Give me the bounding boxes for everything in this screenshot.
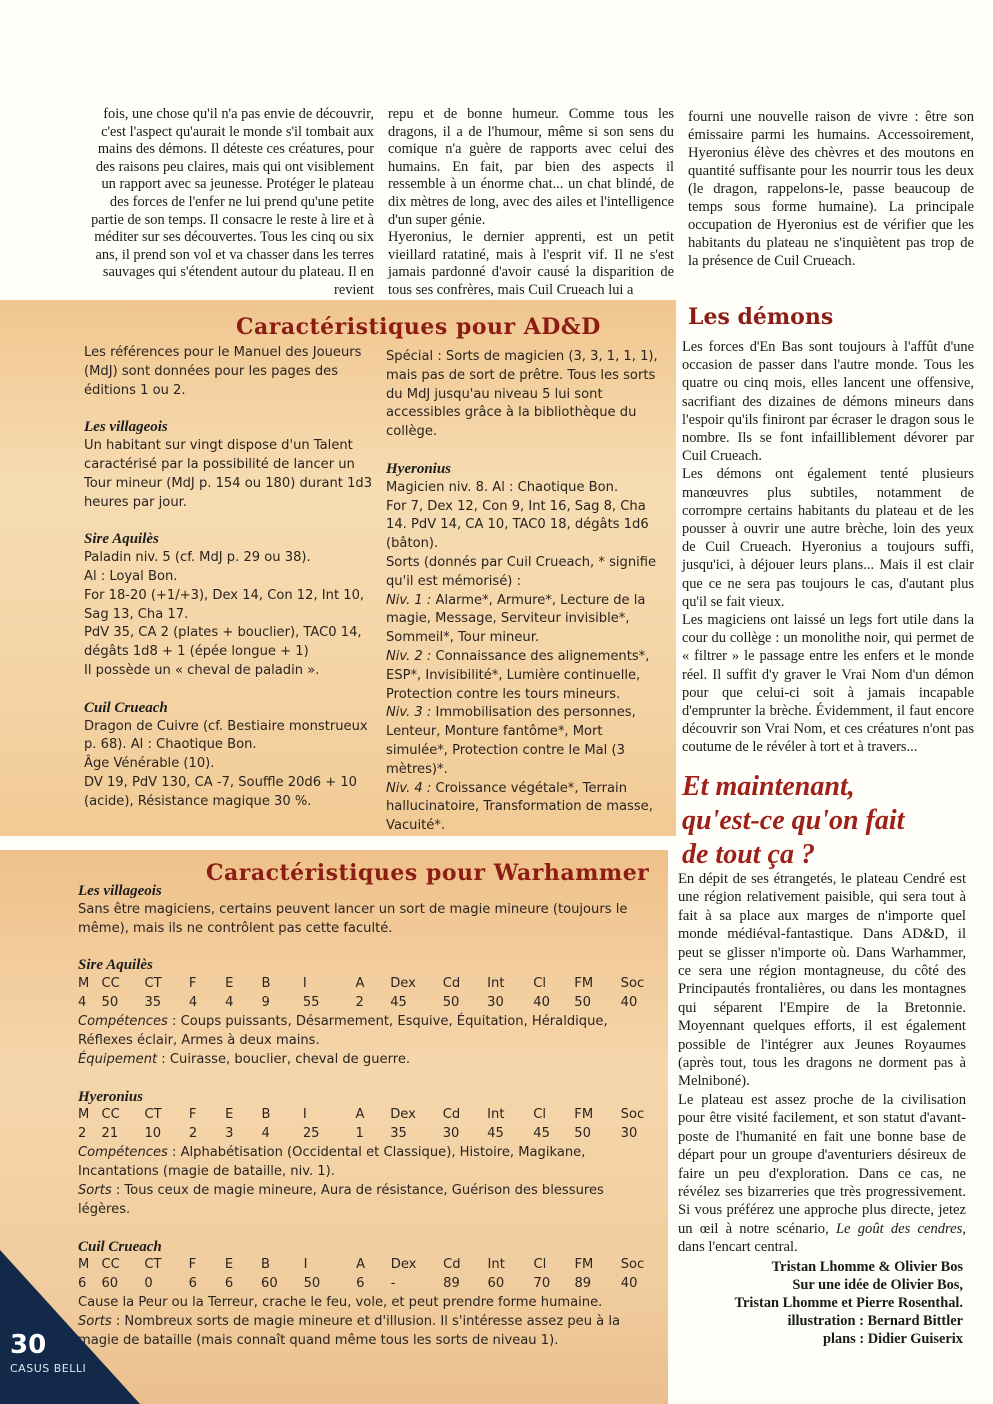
stat-value-cell: 25 [302, 1126, 320, 1142]
villageois-text: Sans être magiciens, certains peuvent lancer un sort de magie mineure (toujours le même), mais ils ne contrôlent pas cette faculté. [78, 901, 628, 936]
page-number: 30 [10, 1330, 47, 1360]
stat-header-row [78, 1106, 658, 1125]
text: Le plateau est assez proche de la civilisation pour être visité facilement, et son statut d'avant-poste de l'humanité en fait une bonne base de départ pour un groupe d'aventuriers désireux de faire un peu d'exploration. Dans ce cas, ne révélez ses bizarreries que très progressivement. Si vous préférez une approche plus directe, jetez un œil à notre scénario, [678, 1091, 966, 1237]
cuil-text: Cause la Peur ou la Terreur, crache le feu, vole, et peut prendre forme humaine. [78, 1295, 603, 1311]
spells-label: Sorts [78, 1182, 112, 1198]
stat-header-cell: F [188, 1107, 197, 1123]
intro: Les références pour le Manuel des Joueurs (MdJ) sont données pour les pages des éditions 1 ou 2. [84, 345, 362, 398]
paragraph: Les magiciens ont laissé un legs fort utile dans la cour du collège : un monolithe noir, qui permet de « filtrer » le passage entre les enfers et le monde réel. Il suffit d'y graver le Vrai Nom d'un démon pour que celui-ci soit à jamais incapable d'emprunter la brèche. Évidemment, il faut encore découvrir son Vrai Nom, et ces créatures n'ont pas coutume de le révéler à tort et à travers... [682, 612, 974, 756]
stat-line: Âge Vénérable (10). [84, 756, 215, 772]
stat-value-cell: 45 [390, 995, 407, 1011]
stat-value-cell: 2 [188, 1126, 198, 1142]
credit-line: Tristan Lhomme et Pierre Rosenthal. [734, 1295, 963, 1311]
warhammer-content [78, 882, 658, 1351]
stat-header-cell: F [188, 976, 197, 992]
stat-value-cell: 6 [224, 1276, 234, 1292]
stat-value-cell: 40 [620, 995, 638, 1011]
stat-header-cell: E [224, 1257, 234, 1273]
spell-list: Immobilisation des personnes, Lenteur, Monture fantôme*, Mort simulée*, Protection contre le Mal (3 mètres)*. [386, 705, 636, 777]
stat-value-cell: 2 [355, 995, 364, 1011]
stat-value-cell: 30 [442, 1126, 460, 1142]
stat-value-cell: 2 [78, 1126, 87, 1142]
stat-header-cell: M [78, 1107, 90, 1123]
stat-line: Al : Loyal Bon. [84, 568, 178, 584]
stat-value-cell: 40 [533, 995, 550, 1011]
stat-header-cell: Cd [443, 1257, 461, 1273]
section-title [682, 770, 972, 872]
magazine-name: CASUS BELLI [10, 1362, 87, 1375]
villageois-heading: Les villageois [84, 419, 168, 436]
stat-header-cell: CC [101, 1107, 120, 1123]
demons-text [682, 338, 974, 757]
stat-header-cell: E [225, 976, 234, 992]
stat-value-cell: 4 [188, 995, 198, 1011]
stat-value-cell: 6 [78, 1276, 87, 1292]
equipment-line [78, 1051, 658, 1070]
stat-line: DV 19, PdV 130, CA -7, Souffle 20d6 + 10 (acide), Résistance magique 30 %. [84, 774, 357, 809]
equipment-label: Équipement [78, 1051, 158, 1067]
paragraph: fois, une chose qu'il n'a pas envie de découvrir, c'est l'aspect qu'aurait le monde s'il tombait aux mains des démons. Il déteste ces créatures, pour des raisons peu claires, mais qui ont visiblement un rapport avec sa jeunesse. Protéger le plateau des forces de l'enfer ne lui prend qu'une petite partie de son temps. Il consacre le reste à lire et à méditer sur ses découvertes. Tous les cinq ou six ans, il prend son vol et va chasser dans les terres sauvages qui s'étendent autour du plateau. Il en revient [91, 106, 374, 298]
stat-header-cell: Soc [620, 1107, 645, 1123]
stat-header-cell: CT [144, 1107, 162, 1123]
stat-header-cell: FM [574, 1107, 594, 1123]
stat-table-cuil [78, 1256, 658, 1294]
stat-value-cell: 60 [101, 1276, 119, 1292]
add-left-column [84, 344, 374, 812]
stat-header-cell: Int [487, 1107, 505, 1123]
column-right-text [688, 108, 974, 270]
paragraph: fourni une nouvelle raison de vivre : être son émissaire parmi les humains. Accessoirement, Hyeronius élève des chèvres et des moutons en quantité suffisante pour les nourrir tous les deux (le dragon, rappelons-le, passe beaucoup de temps sous forme humaine). La principale occupation de Hyeronius est de vérifier que les habitants du plateau ne s'inquiètent pas trop de la présence de Cuil Crueach. [688, 109, 974, 269]
spells-text: : Tous ceux de magie mineure, Aura de résistance, Guérison des blessures légères. [78, 1182, 604, 1217]
spells-text: : Nombreux sorts de magie mineure et d'illusion. Il s'intéresse assez peu à la magie de bataille (mais connaît quand même tous les sorts de niveau 1). [78, 1314, 621, 1348]
stat-header-cell: CC [101, 976, 120, 992]
stat-value-cell: 4 [225, 995, 234, 1011]
stat-value-cell: 1 [355, 1126, 364, 1142]
stat-value-cell: 50 [574, 995, 591, 1011]
aquiles-heading: Sire Aquilès [78, 957, 153, 974]
scenario-title: Le goût des cendres [835, 1220, 963, 1237]
paragraph: Les forces d'En Bas sont toujours à l'affût d'une occasion de passer dans l'autre monde. Tous les quatre ou cinq mois, elles lancent une offensive, sacrifiant des dizaines de démons mineurs dans l'espoir qu'ils finiront par écraser le dragon sous le nombre. Ils se font infailliblement dévorer par Cuil Crueach. [682, 339, 974, 465]
stat-header-cell: I [302, 1107, 307, 1123]
spells-line [78, 1313, 658, 1351]
credit-line: illustration : Bernard Bittler [787, 1313, 963, 1329]
stat-header-row [78, 1256, 658, 1275]
stat-header-cell: A [355, 1107, 365, 1123]
stat-value-cell: 89 [443, 1276, 460, 1292]
title-line: Et maintenant, [682, 771, 855, 802]
footer-corner [0, 1250, 140, 1404]
spells-line [78, 1182, 658, 1220]
stat-value-cell: 70 [533, 1276, 551, 1292]
title-line: de tout ça ? [682, 839, 815, 870]
villageois-text: Un habitant sur vingt dispose d'un Talent caractérisé par la possibilité de lancer un Tour mineur (MdJ p. 154 ou 180) durant 1d3 heures par jour. [84, 438, 373, 510]
stat-header-cell: I [302, 976, 307, 992]
credit-line: Tristan Lhomme & Olivier Bos [771, 1259, 963, 1275]
stat-header-cell: Cd [442, 976, 461, 992]
paragraph: Les démons ont également tenté plusieurs manœuvres plus subtiles, notamment de corrompre certains habitants du plateau et de les pousser à ouvrir une autre brèche, loin des yeux de Cuil Crueach. Hyeronius a toujours suffi, jusqu'ici, à déjouer leurs plans... Mais il est clair que ce ne sera pas toujours le cas, d'autant plus qu'il se fait vieux. [682, 466, 974, 610]
stat-header-cell: Int [487, 1257, 505, 1273]
stat-value-cell: 50 [574, 1126, 591, 1142]
text: , dans l'encart central. [678, 1220, 966, 1256]
warhammer-box-title: Caractéristiques pour Warhammer [206, 860, 650, 886]
spell-level-label: Niv. 4 : [386, 780, 432, 796]
stat-header-cell: F [188, 1257, 197, 1273]
stat-value-cell: 40 [620, 1276, 638, 1292]
stat-header-cell: Cl [533, 976, 547, 992]
stat-value-cell: 45 [533, 1126, 550, 1142]
spell-level [386, 780, 668, 836]
stat-value-cell: 30 [487, 995, 504, 1011]
stat-header-cell: Dex [390, 976, 416, 992]
stat-header-cell: Cl [533, 1257, 547, 1273]
cuil-heading: Cuil Crueach [78, 1238, 162, 1255]
stat-line: For 18-20 (+1/+3), Dex 14, Con 12, Int 10, Sag 13, Cha 17. [84, 587, 365, 622]
aquiles-heading: Sire Aquilès [84, 531, 159, 548]
stat-table-hyero [78, 1106, 658, 1144]
spell-level [386, 704, 668, 779]
stat-header-cell: Dex [390, 1107, 416, 1123]
stat-value-row [78, 994, 658, 1013]
villageois-heading: Les villageois [78, 883, 162, 899]
stat-value-cell: 35 [390, 1126, 407, 1142]
stat-header-cell: Soc [620, 1257, 645, 1273]
stat-value-cell: - [390, 1276, 396, 1292]
spell-level-label: Niv. 1 : [386, 592, 432, 608]
spell-level [386, 592, 668, 648]
stat-header-cell: I [303, 1257, 308, 1273]
hyero-heading: Hyeronius [386, 460, 452, 477]
paragraph [678, 1091, 966, 1257]
stat-header-row [78, 975, 658, 994]
stat-table-aquiles [78, 975, 658, 1013]
stat-header-cell: E [225, 1107, 234, 1123]
cuil-heading: Cuil Crueach [84, 699, 168, 716]
demons-heading: Les démons [688, 304, 834, 330]
stat-header-cell: M [78, 976, 90, 992]
stat-header-cell: CT [144, 1257, 162, 1273]
spell-list: Alarme*, Armure*, Lecture de la magie, Message, Serviteur invisible*, Sommeil*, Tour mineur. [386, 592, 646, 646]
stat-line: Il possède un « cheval de paladin ». [84, 662, 320, 678]
stat-header-cell: FM [574, 976, 594, 992]
stat-value-cell: 89 [574, 1276, 592, 1292]
spell-level-label: Niv. 2 : [386, 648, 432, 664]
stat-value-cell: 50 [101, 995, 119, 1011]
stat-value-cell: 9 [261, 995, 270, 1011]
stat-line: Paladin niv. 5 (cf. MdJ p. 29 ou 38). [84, 550, 311, 566]
stat-value-cell: 0 [144, 1276, 153, 1292]
spell-list: Croissance végétale*, Terrain hallucinatoire, Transformation de masse, Vacuité*. [386, 780, 653, 834]
stat-header-cell: Dex [390, 1257, 417, 1273]
stat-header-cell: FM [574, 1257, 594, 1273]
skills-line [78, 1013, 658, 1051]
spells-label: Sorts [78, 1314, 112, 1330]
column-left-text [82, 106, 374, 300]
stat-value-cell: 45 [487, 1126, 504, 1142]
stat-line: For 7, Dex 12, Con 9, Int 16, Sag 8, Cha 14. PdV 14, CA 10, TAC0 18, dégâts 1d6 (bâton). [386, 498, 649, 552]
stat-value-cell: 4 [261, 1126, 270, 1142]
skills-label: Compétences [78, 1014, 168, 1030]
stat-header-cell: A [355, 976, 365, 992]
stat-value-cell: 6 [356, 1276, 365, 1292]
stat-header-cell: CC [101, 1257, 120, 1273]
add-box-title: Caractéristiques pour AD&D [236, 314, 601, 340]
stat-value-cell: 4 [78, 995, 87, 1011]
stat-value-cell: 35 [144, 995, 162, 1011]
paragraph: En dépit de ses étrangetés, le plateau Cendré est une région relativement paisible, qui sera tout à fait à sa place aux marges de n'importe quel monde médiéval-fantastique. Dans AD&D, il peut se glisser n'importe où. Dans Warhammer, ce sera une région montagneuse, du côté des Principautés frontalières, ou dans les montagnes qui séparent l'Empire de la Bretonnie. Moyennant quelques efforts, il est également possible de l'intégrer aux Jeunes Royaumes (après tout, tous les dragons ne dorment pas à Melniboné). [678, 871, 966, 1090]
stat-value-cell: 50 [442, 995, 460, 1011]
skills-label: Compétences [78, 1145, 168, 1161]
spell-list: Connaissance des alignements*, ESP*, Invisibilité*, Lumière continuelle, Protection contre les tours mineurs. [386, 648, 650, 702]
column-middle-text [388, 106, 674, 300]
stat-value-cell: 3 [225, 1126, 234, 1142]
hyero-heading: Hyeronius [78, 1088, 144, 1105]
paragraph: repu et de bonne humeur. Comme tous les dragons, il a de l'humour, même si son sens du comique n'a guère de rapports avec celui des humains. En fait, par bien des aspects il ressemble à un énorme chat... un chat blindé, de dix mètres de long, avec des ailes et l'intelligence d'un super génie. [388, 106, 674, 228]
stat-value-cell: 60 [261, 1276, 278, 1292]
credit-line: plans : Didier Guiserix [822, 1331, 963, 1347]
skills-text: : Coups puissants, Désarmement, Esquive, Équitation, Héraldique, Réflexes éclair, Armes à deux mains. [78, 1014, 608, 1048]
stat-value-cell: 30 [620, 1126, 638, 1142]
stat-header-cell: B [261, 1107, 271, 1123]
stat-line: Magicien niv. 8. Al : Chaotique Bon. [386, 479, 619, 495]
stat-value-cell: 50 [303, 1276, 321, 1292]
credits [735, 1258, 963, 1348]
stat-value-cell: 6 [188, 1276, 197, 1292]
stat-line: Dragon de Cuivre (cf. Bestiaire monstrueux p. 68). Al : Chaotique Bon. [84, 718, 368, 753]
spell-level-label: Niv. 3 : [386, 705, 432, 721]
credit-line: Sur une idée de Olivier Bos, [792, 1277, 963, 1293]
stat-header-cell: M [78, 1257, 90, 1273]
stat-value-cell: 60 [487, 1276, 505, 1292]
paragraph: Hyeronius, le dernier apprenti, est un petit vieillard ratatiné, mais à l'esprit vif. Il ne s'est jamais pardonné d'avoir causé la disparition de tous ses confrères, mais Cuil Crueach lui a [388, 229, 674, 298]
skills-line [78, 1144, 658, 1182]
spell-level [386, 648, 668, 704]
stat-header-cell: CT [144, 976, 162, 992]
add-stats-box [0, 300, 676, 836]
stat-header-cell: A [356, 1257, 366, 1273]
stat-header-cell: B [261, 976, 271, 992]
stat-line: PdV 35, CA 2 (plates + bouclier), TAC0 14, dégâts 1d8 + 1 (épée longue + 1) [84, 625, 362, 660]
stat-line: Sorts (donnés par Cuil Crueach, * signifie qu'il est mémorisé) : [386, 554, 657, 589]
stat-header-cell: Int [487, 976, 505, 992]
stat-header-cell: Cd [442, 1107, 461, 1123]
stat-header-cell: Cl [533, 1107, 547, 1123]
stat-value-row [78, 1275, 658, 1294]
stat-value-row [78, 1125, 658, 1144]
equipment-text: : Cuirasse, bouclier, cheval de guerre. [157, 1051, 411, 1067]
title-line: qu'est-ce qu'on fait [682, 805, 905, 836]
stat-header-cell: B [261, 1257, 270, 1273]
stat-value-cell: 55 [302, 995, 320, 1011]
stat-value-cell: 21 [101, 1126, 119, 1142]
special-text: Spécial : Sorts de magicien (3, 3, 1, 1, 1), mais pas de sort de prêtre. Tous les sorts du MdJ jusqu'au niveau 5 lui sont accessibles grâce à la bibliothèque du collège. [386, 349, 658, 440]
maintenant-text [678, 870, 966, 1257]
skills-text: : Alphabétisation (Occidental et Classique), Histoire, Magikane, Incantations (magie de bataille, niv. 1). [78, 1145, 586, 1180]
add-right-column [386, 348, 668, 836]
stat-header-cell: Soc [620, 976, 645, 992]
stat-value-cell: 10 [144, 1126, 162, 1142]
